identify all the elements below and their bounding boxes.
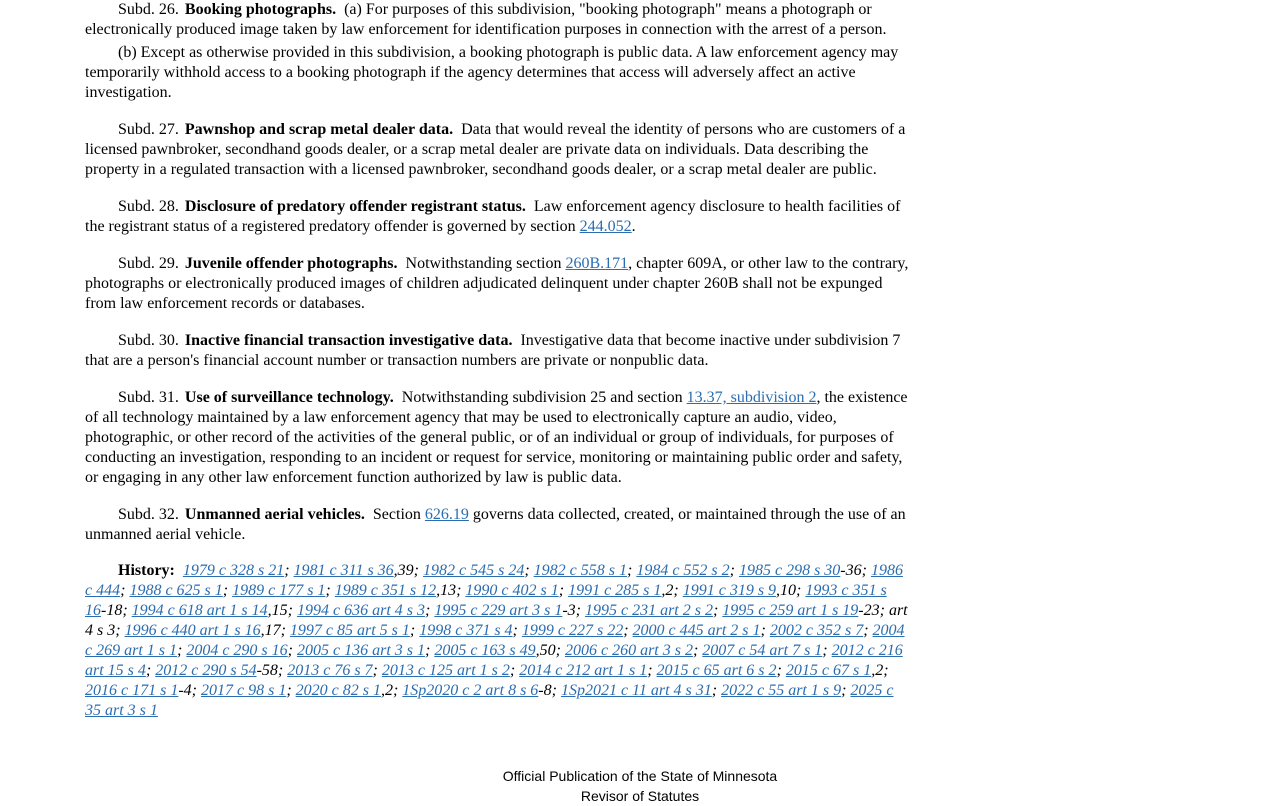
citation-link[interactable]: 1995 c 229 art 3 s 1 xyxy=(434,602,563,619)
subdivision-title: Pawnshop and scrap metal dealer data. xyxy=(184,121,454,138)
citation-link[interactable]: 260B.171 xyxy=(565,255,629,272)
text-run: ; xyxy=(287,642,297,659)
citation-link[interactable]: 13.37, subdivision 2 xyxy=(686,389,817,406)
citation-link[interactable]: 1984 c 552 s 2 xyxy=(636,562,730,579)
citation-link[interactable]: 1991 c 319 s 9 xyxy=(682,582,777,599)
citation-link[interactable]: 1997 c 85 art 5 s 1 xyxy=(289,622,410,639)
subdivision-title: Juvenile offender photographs. xyxy=(184,255,398,272)
citation-link[interactable]: 2015 c 65 art 6 s 2 xyxy=(656,662,777,679)
subdivision-number: Subd. 29. xyxy=(118,255,179,272)
text-run: ; xyxy=(372,662,382,679)
text-run: ; xyxy=(729,562,739,579)
citation-link[interactable]: 626.19 xyxy=(424,506,469,523)
subdivision-number: Subd. 31. xyxy=(118,389,179,406)
citation-link[interactable]: 244.052 xyxy=(579,218,632,235)
citation-link[interactable]: 1988 c 625 s 1 xyxy=(129,582,223,599)
subdivision-title: Inactive financial transaction investigative data. xyxy=(184,332,513,349)
text-run: ; xyxy=(626,562,637,579)
text-run: (b) Except as otherwise provided in this subdivision, a booking photograph is public data. A law enforcement agency may temporarily withhold access to a booking photograph if the agency determines that access will adversely affect an active investigation. xyxy=(85,44,899,101)
history-section xyxy=(85,561,911,721)
subdivision xyxy=(85,331,911,371)
text-run: ; xyxy=(524,562,534,579)
text-run: ; xyxy=(222,582,233,599)
citation-link[interactable]: 1986 c 444 xyxy=(85,562,903,599)
text-run: -4; xyxy=(178,682,201,699)
text-run: -58; xyxy=(256,662,288,679)
text-run: -36; xyxy=(840,562,871,579)
text-run: ,15; xyxy=(267,602,297,619)
citation-link[interactable]: 2005 c 163 s 49 xyxy=(434,642,536,659)
subdivision xyxy=(85,120,911,180)
text-run: ; xyxy=(424,602,435,619)
citation-link[interactable]: 1Sp2021 c 11 art 4 s 31 xyxy=(560,682,712,699)
citation-link[interactable]: 1981 c 311 s 36 xyxy=(293,562,394,579)
text-run: ,2; xyxy=(871,662,889,679)
text-run: ,2; xyxy=(380,682,403,699)
subdivision xyxy=(85,505,911,545)
citation-link[interactable]: 2007 c 54 art 7 s 1 xyxy=(702,642,823,659)
subdivision-paragraph xyxy=(85,331,911,371)
text-run: ; xyxy=(177,642,187,659)
citation-link[interactable]: 2013 c 125 art 1 s 2 xyxy=(381,662,510,679)
text-run: ,17; xyxy=(260,622,290,639)
citation-link[interactable]: 2004 c 290 s 16 xyxy=(186,642,288,659)
citation-link[interactable]: 1999 c 227 s 22 xyxy=(521,622,624,639)
text-run: , chapter 609A, or other law to the contrary, photographs or electronically produced images of children adjudicated delinquent under chapter 260B shall not be expunged from law enforcement records or databases. xyxy=(85,255,909,312)
text-run: (a) For purposes of this subdivision, "booking photograph" means a photograph or electronically produced image taken by law enforcement for identification purposes in connection with the arrest of a person. xyxy=(85,1,887,38)
citation-link[interactable]: 2006 c 260 art 3 s 2 xyxy=(564,642,693,659)
text-run: ,2; xyxy=(661,582,683,599)
text-run: ; xyxy=(863,622,873,639)
subdivision-title: Booking photographs. xyxy=(184,1,337,18)
subdivision-title: Disclosure of predatory offender registrant status. xyxy=(184,198,526,215)
subdivision-number: Subd. 32. xyxy=(118,506,179,523)
text-run: ,39; xyxy=(393,562,423,579)
text-run: Data that would reveal the identity of persons who are customers of a licensed pawnbroker, secondhand goods dealer, or a scrap metal dealer are private data on individuals. Data describing the property in a regulated transaction with a licensed pawnbroker, secondhand goods dealer, or a scrap metal dealer are public. xyxy=(85,121,906,178)
citation-link[interactable]: 1Sp2020 c 2 art 8 s 6 xyxy=(402,682,539,699)
text-run: ; xyxy=(712,602,723,619)
citation-link[interactable]: 1993 c 351 s 16 xyxy=(85,582,887,619)
text-run: ; xyxy=(286,682,296,699)
text-run: ; xyxy=(776,662,786,679)
citation-link[interactable]: 2012 c 290 s 54 xyxy=(155,662,257,679)
text-run: ; xyxy=(760,622,770,639)
citation-link[interactable]: 1985 c 298 s 30 xyxy=(738,562,841,579)
subdivision-paragraph xyxy=(85,197,911,237)
text-run: ; xyxy=(424,642,435,659)
text-run: ; xyxy=(841,682,851,699)
text-run: governs data collected, created, or maintained through the use of an unmanned aerial vehicle. xyxy=(85,506,906,543)
citation-link[interactable]: 1998 c 371 s 4 xyxy=(419,622,513,639)
citation-link[interactable]: 2005 c 136 art 3 s 1 xyxy=(296,642,425,659)
subdivision-number: Subd. 27. xyxy=(118,121,179,138)
citation-link[interactable]: 1995 c 259 art 1 s 19 xyxy=(722,602,859,619)
text-run: -8; xyxy=(538,682,561,699)
text-run: ; xyxy=(558,582,569,599)
text-run: ,10; xyxy=(776,582,806,599)
text-run: ; xyxy=(692,642,703,659)
citation-link[interactable]: 1990 c 402 s 1 xyxy=(465,582,559,599)
text-run: ; xyxy=(325,582,335,599)
text-run: Notwithstanding section xyxy=(405,255,566,272)
citation-link[interactable]: 1991 c 285 s 1 xyxy=(568,582,662,599)
subdivision-paragraph xyxy=(85,0,911,40)
subdivision-paragraph xyxy=(85,120,911,180)
text-run: , the existence of all technology maintained by a law enforcement agency that may be used to electronically capture an audio, video, photographic, or other record of the activities of the general public, or of an individual or group of individuals, for purposes of conducting an investigation, responding to an incident or request for service, monitoring or maintaining public order and safety, or engaging in any other law enforcement function authorized by law is public data. xyxy=(85,389,908,486)
history-label: History: xyxy=(118,562,175,579)
citation-link[interactable]: 2025 c 35 art 3 s 1 xyxy=(85,682,894,719)
subdivision-title: Unmanned aerial vehicles. xyxy=(184,506,365,523)
citation-link[interactable]: 2015 c 67 s 1 xyxy=(785,662,872,679)
citation-link[interactable]: 2022 c 55 art 1 s 9 xyxy=(721,682,842,699)
citation-link[interactable]: 2000 c 445 art 2 s 1 xyxy=(632,622,761,639)
citation-link[interactable]: 2013 c 76 s 7 xyxy=(287,662,373,679)
text-run: ; xyxy=(284,562,294,579)
subdivision xyxy=(85,0,911,103)
text-run: ; xyxy=(647,662,657,679)
text-run: -23; art 4 s 3; xyxy=(85,602,908,639)
citation-link[interactable]: 2002 c 352 s 7 xyxy=(769,622,864,639)
text-run: ,13; xyxy=(436,582,466,599)
citation-link[interactable]: 1994 c 636 art 4 s 3 xyxy=(296,602,425,619)
footer-publication-line: Official Publication of the State of Minnesota xyxy=(502,768,778,784)
text-run: ; xyxy=(509,662,520,679)
statute-page xyxy=(85,0,911,721)
citation-link[interactable]: 1989 c 351 s 12 xyxy=(334,582,437,599)
text-run: . xyxy=(631,218,636,235)
citation-link[interactable]: 2017 c 98 s 1 xyxy=(200,682,287,699)
text-run: ; xyxy=(711,682,722,699)
citation-link[interactable]: 1982 c 545 s 24 xyxy=(423,562,525,579)
text-run: Notwithstanding subdivision 25 and section xyxy=(401,389,687,406)
footer-revisor-line: Revisor of Statutes xyxy=(580,788,700,804)
subdivision-paragraph xyxy=(85,43,911,103)
subdivision-number: Subd. 30. xyxy=(118,332,179,349)
text-run: Section xyxy=(372,506,425,523)
text-run: ; xyxy=(623,622,633,639)
text-run: ; xyxy=(512,622,522,639)
citation-link[interactable]: 1996 c 440 art 1 s 16 xyxy=(124,622,261,639)
subdivision xyxy=(85,197,911,237)
subdivision xyxy=(85,388,911,488)
citation-link[interactable]: 1979 c 328 s 21 xyxy=(182,562,285,579)
citation-link[interactable]: 2014 c 212 art 1 s 1 xyxy=(519,662,648,679)
text-run: -18; xyxy=(101,602,132,619)
text-run: ; xyxy=(145,662,156,679)
text-run: ; xyxy=(120,582,130,599)
subdivision-paragraph xyxy=(85,388,911,488)
subdivision-paragraph xyxy=(85,254,911,314)
text-run: Law enforcement agency disclosure to health facilities of the registrant status of a registered predatory offender is governed by section xyxy=(85,198,901,235)
text-run: -3; xyxy=(562,602,585,619)
page-footer xyxy=(0,766,1280,806)
text-run: ; xyxy=(822,642,832,659)
text-run: Investigative data that become inactive under subdivision 7 that are a person's financial account number or transaction numbers are private or nonpublic data. xyxy=(85,332,901,369)
citation-link[interactable]: 2020 c 82 s 1 xyxy=(295,682,381,699)
subdivision-title: Use of surveillance technology. xyxy=(184,389,394,406)
text-run: ; xyxy=(409,622,420,639)
subdivision xyxy=(85,254,911,314)
citation-link[interactable]: 1994 c 618 art 1 s 14 xyxy=(131,602,268,619)
text-run: ,50; xyxy=(535,642,565,659)
subdivision-number: Subd. 28. xyxy=(118,198,179,215)
citation-link[interactable]: 1995 c 231 art 2 s 2 xyxy=(584,602,713,619)
subdivision-paragraph xyxy=(85,505,911,545)
citation-link[interactable]: 2004 c 269 art 1 s 1 xyxy=(85,622,905,659)
citation-link[interactable]: 1982 c 558 s 1 xyxy=(533,562,627,579)
citation-link[interactable]: 2016 c 171 s 1 xyxy=(85,682,179,699)
subdivision-number: Subd. 26. xyxy=(118,1,179,18)
citation-link[interactable]: 1989 c 177 s 1 xyxy=(232,582,326,599)
citation-link[interactable]: 2012 c 216 art 15 s 4 xyxy=(85,642,903,679)
